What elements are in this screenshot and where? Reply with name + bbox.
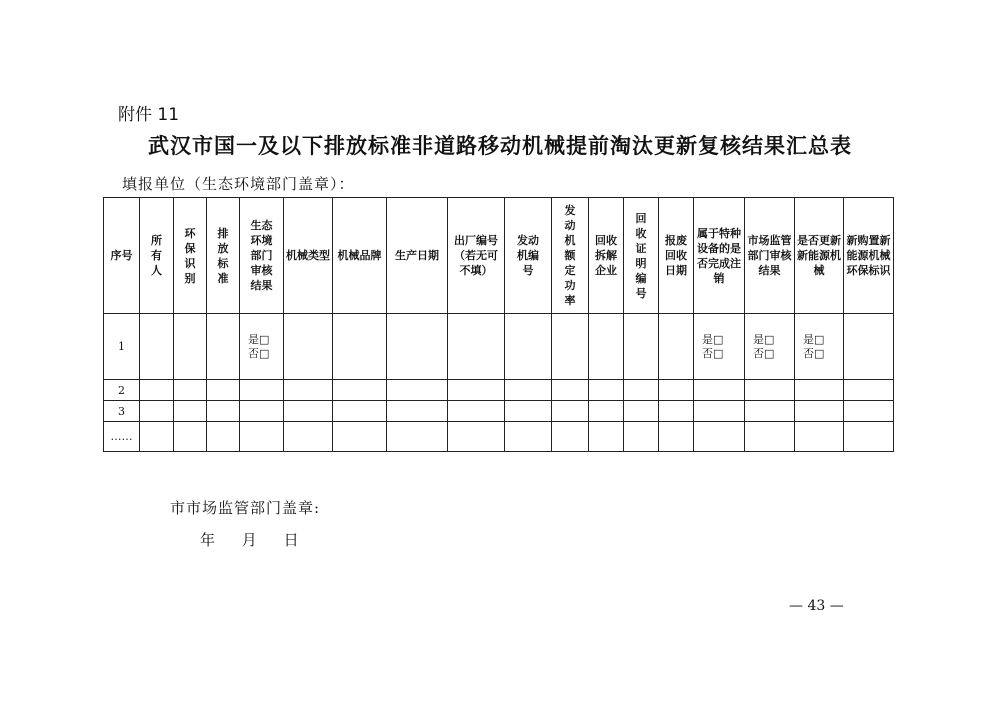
table-cell[interactable] <box>448 401 505 422</box>
table-cell[interactable] <box>844 314 894 380</box>
table-cell[interactable] <box>333 380 387 401</box>
table-row <box>104 422 894 452</box>
special-equipment-options[interactable] <box>694 314 745 380</box>
table-cell[interactable] <box>448 422 505 452</box>
year-label: 年 <box>200 531 216 549</box>
table-cell[interactable] <box>207 422 240 452</box>
table-cell[interactable] <box>745 380 795 401</box>
header-cell: 排放标准 <box>207 198 240 314</box>
table-cell[interactable] <box>659 380 694 401</box>
option-yes[interactable]: 是□ <box>753 332 775 346</box>
table-header-row <box>104 198 894 314</box>
header-cell: 属于特种设备的是否完成注销 <box>694 198 745 314</box>
table-cell[interactable] <box>624 401 659 422</box>
option-no[interactable]: 否□ <box>753 346 775 360</box>
table-cell[interactable] <box>240 401 284 422</box>
table-cell[interactable] <box>552 422 589 452</box>
table-cell[interactable] <box>174 380 207 401</box>
table-cell[interactable] <box>659 314 694 380</box>
row-number: 3 <box>104 401 140 422</box>
table-cell[interactable] <box>694 380 745 401</box>
table-cell[interactable] <box>207 401 240 422</box>
option-yes[interactable]: 是□ <box>702 332 724 346</box>
option-yes[interactable]: 是□ <box>803 332 825 346</box>
header-cell: 生态环境部门审核结果 <box>240 198 284 314</box>
table-cell[interactable] <box>589 401 624 422</box>
header-cell: 发动机编号 <box>505 198 552 314</box>
table-cell[interactable] <box>387 314 448 380</box>
table-cell[interactable] <box>624 314 659 380</box>
table-cell[interactable] <box>333 401 387 422</box>
header-cell: 生产日期 <box>387 198 448 314</box>
header-cell: 市场监管部门审核结果 <box>745 198 795 314</box>
table-cell[interactable] <box>207 314 240 380</box>
table-cell[interactable] <box>745 401 795 422</box>
summary-table <box>103 197 894 452</box>
attachment-label: 附件 11 <box>118 105 180 125</box>
env-result-options[interactable] <box>240 314 284 380</box>
table-cell[interactable] <box>589 380 624 401</box>
table-cell[interactable] <box>174 422 207 452</box>
table-cell[interactable] <box>659 401 694 422</box>
table-cell[interactable] <box>795 422 844 452</box>
table-cell[interactable] <box>552 314 589 380</box>
table-cell[interactable] <box>284 380 333 401</box>
market-seal-label: 市市场监管部门盖章: <box>170 499 321 517</box>
option-no[interactable]: 否□ <box>803 346 825 360</box>
fill-unit-label: 填报单位（生态环境部门盖章）： <box>122 175 355 193</box>
header-cell: 所有人 <box>140 198 174 314</box>
header-cell: 是否更新新能源机械 <box>795 198 844 314</box>
table-cell[interactable] <box>795 401 844 422</box>
header-cell: 回收证明编号 <box>624 198 659 314</box>
table-cell[interactable] <box>333 422 387 452</box>
table-cell[interactable] <box>844 401 894 422</box>
table-cell[interactable] <box>505 380 552 401</box>
table-cell[interactable] <box>140 380 174 401</box>
table-cell[interactable] <box>240 380 284 401</box>
table-cell[interactable] <box>284 401 333 422</box>
month-label: 月 <box>241 531 257 549</box>
table-cell[interactable] <box>694 422 745 452</box>
table-cell[interactable] <box>505 401 552 422</box>
row-number: 1 <box>104 314 140 380</box>
row-number: 2 <box>104 380 140 401</box>
table-cell[interactable] <box>387 380 448 401</box>
table-cell[interactable] <box>795 380 844 401</box>
table-cell[interactable] <box>140 422 174 452</box>
page-number: — 43 — <box>789 598 844 614</box>
header-cell: 新购置新能源机械环保标识 <box>844 198 894 314</box>
table-cell[interactable] <box>624 422 659 452</box>
table-row <box>104 380 894 401</box>
header-cell: 机械类型 <box>284 198 333 314</box>
market-result-options[interactable] <box>745 314 795 380</box>
table-cell[interactable] <box>240 422 284 452</box>
table-cell[interactable] <box>552 401 589 422</box>
table-cell[interactable] <box>140 401 174 422</box>
table-cell[interactable] <box>174 401 207 422</box>
table-cell[interactable] <box>333 314 387 380</box>
row-number: …… <box>104 422 140 452</box>
option-yes[interactable]: 是□ <box>248 332 270 346</box>
table-cell[interactable] <box>174 314 207 380</box>
table-cell[interactable] <box>387 401 448 422</box>
table-cell[interactable] <box>505 422 552 452</box>
option-no[interactable]: 否□ <box>702 346 724 360</box>
table-cell[interactable] <box>589 422 624 452</box>
table-cell[interactable] <box>745 422 795 452</box>
table-cell[interactable] <box>207 380 240 401</box>
table-cell[interactable] <box>448 380 505 401</box>
table-cell[interactable] <box>552 380 589 401</box>
header-cell: 发动机额定功率 <box>552 198 589 314</box>
table-cell[interactable] <box>505 314 552 380</box>
day-label: 日 <box>283 531 299 549</box>
table-cell[interactable] <box>140 314 174 380</box>
date-line <box>200 529 321 550</box>
new-energy-options[interactable] <box>795 314 844 380</box>
table-row <box>104 314 894 380</box>
header-cell: 出厂编号（若无可不填） <box>448 198 505 314</box>
header-cell: 序号 <box>104 198 140 314</box>
header-cell: 环保识别 <box>174 198 207 314</box>
table-cell[interactable] <box>844 380 894 401</box>
option-no[interactable]: 否□ <box>248 346 270 360</box>
header-cell: 机械品牌 <box>333 198 387 314</box>
table-cell[interactable] <box>284 314 333 380</box>
table-cell[interactable] <box>659 422 694 452</box>
table-cell[interactable] <box>694 401 745 422</box>
table-row <box>104 401 894 422</box>
header-cell: 回收拆解企业 <box>589 198 624 314</box>
table-cell[interactable] <box>844 422 894 452</box>
header-cell: 报废回收日期 <box>659 198 694 314</box>
table-cell[interactable] <box>589 314 624 380</box>
table-cell[interactable] <box>284 422 333 452</box>
table-cell[interactable] <box>624 380 659 401</box>
table-cell[interactable] <box>387 422 448 452</box>
document-title: 武汉市国一及以下排放标准非道路移动机械提前淘汰更新复核结果汇总表 <box>148 133 852 158</box>
table-cell[interactable] <box>448 314 505 380</box>
